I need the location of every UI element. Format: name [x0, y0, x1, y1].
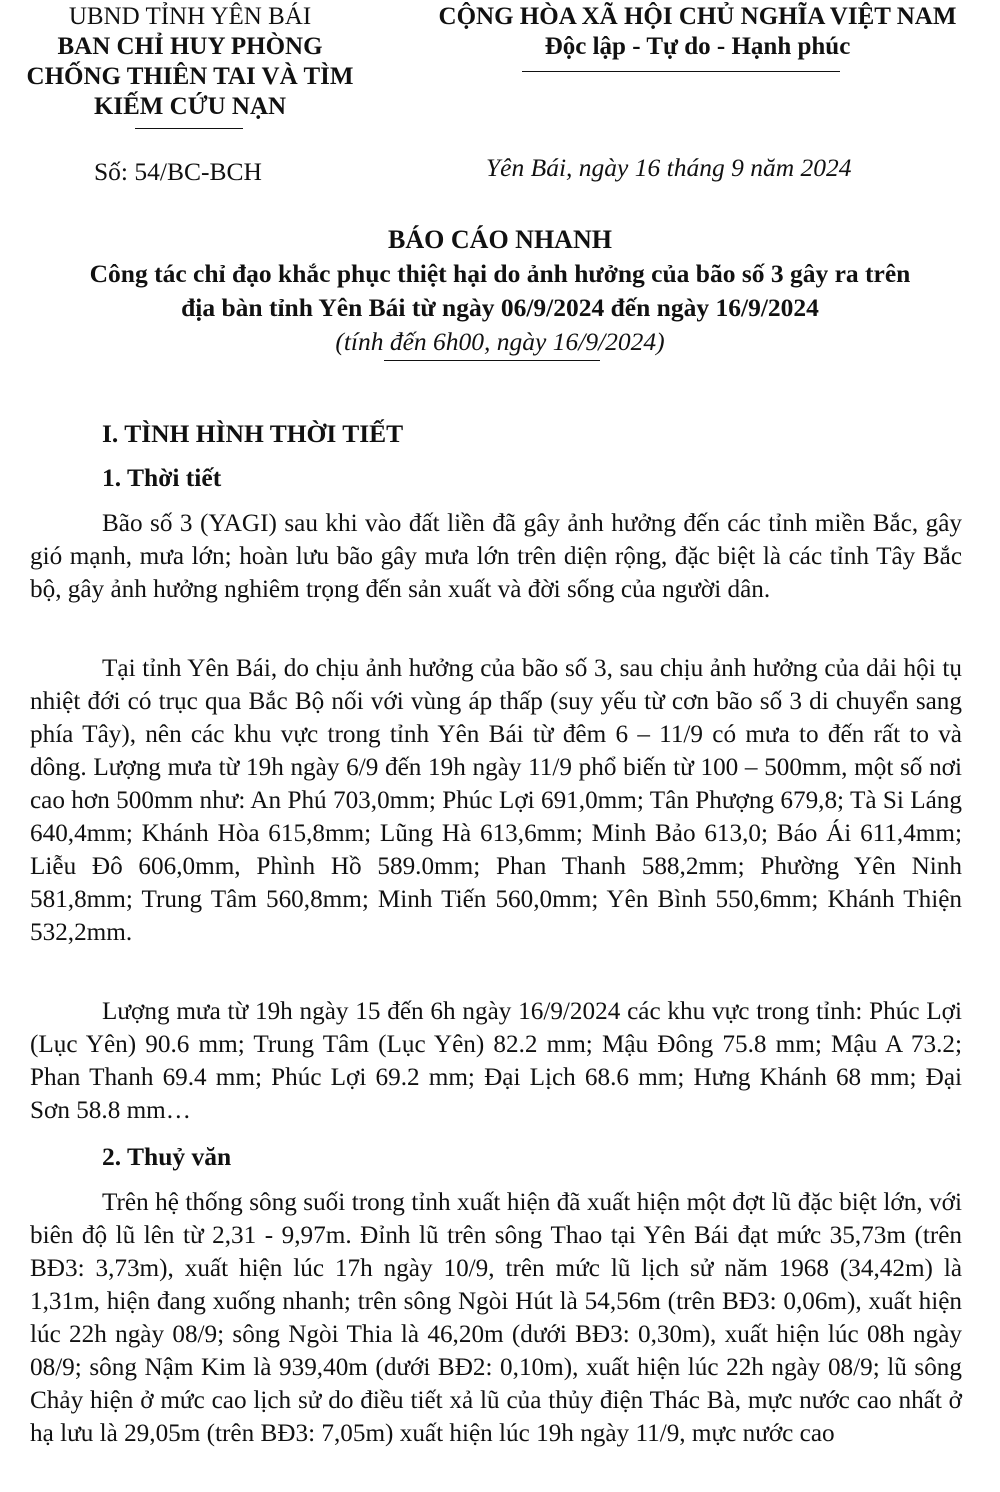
title-underline — [384, 360, 600, 361]
report-subtitle-line2: địa bàn tỉnh Yên Bái từ ngày 06/9/2024 đến ngày 16/9/2024 — [181, 293, 819, 322]
header-left-underline — [135, 128, 243, 129]
agency-name-line1: BAN CHỈ HUY PHÒNG — [57, 33, 323, 60]
nation-name: CỘNG HÒA XÃ HỘI CHỦ NGHĨA VIỆT NAM — [438, 3, 957, 30]
paragraph-rainfall-yen-bai: Tại tỉnh Yên Bái, do chịu ảnh hưởng của bão số 3, sau chịu ảnh hưởng của dải hội tụ nhiệt đới có trục qua Bắc Bộ nối với vùng áp thấp (suy yếu từ cơn bão số 3 di chuyển sang phía Tây), nên các khu vực trong tỉnh Yên Bái từ đêm 6 – 11/9 có mưa to đến rất to và dông. Lượng mưa từ 19h ngày 6/9 đến 19h ngày 11/9 phổ biến từ 100 – 500mm, một số nơi cao hơn 500mm như: An Phú 703,0mm; Phúc Lợi 691,0mm; Tân Phượng 679,8; Tà Si Láng 640,4mm; Khánh Hòa 615,8mm; Lũng Hà 613,6mm; Minh Bảo 613,0; Báo Ái 611,4mm; Liễu Đô 606,0mm, Phình Hồ 589.0mm; Phan Thanh 588,2mm; Phường Yên Ninh 581,8mm; Trung Tâm 560,8mm; Minh Tiến 560,0mm; Yên Bình 550,6mm; Khánh Thiện 532,2mm. — [30, 655, 962, 946]
document-number: Số: 54/BC-BCH — [94, 157, 262, 186]
header-left — [0, 2, 380, 122]
section-heading-weather: I. TÌNH HÌNH THỜI TIẾT — [102, 419, 404, 448]
header-right — [395, 2, 1000, 62]
title-block — [0, 223, 1000, 359]
subsection-heading-weather: 1. Thời tiết — [102, 463, 222, 492]
national-motto: Độc lập - Tự do - Hạnh phúc — [544, 33, 851, 60]
paragraph-storm-overview: Bão số 3 (YAGI) sau khi vào đất liền đã gây ảnh hưởng đến các tỉnh miền Bắc, gây gió mạnh, mưa lớn; hoàn lưu bão gây mưa lớn trên diện rộng, đặc biệt là các tỉnh Tây Bắc bộ, gây ảnh hưởng nghiêm trọng đến sản xuất và đời sống của người dân. — [30, 510, 962, 603]
province-name: UBND TỈNH YÊN BÁI — [68, 3, 312, 30]
report-title: BÁO CÁO NHANH — [388, 225, 612, 254]
agency-name-line2: CHỐNG THIÊN TAI VÀ TÌM — [26, 63, 354, 90]
subsection-heading-hydrology: 2. Thuỷ văn — [102, 1142, 232, 1171]
place-and-date: Yên Bái, ngày 16 tháng 9 năm 2024 — [486, 153, 852, 182]
motto-underline — [522, 71, 840, 72]
report-subtitle-line1: Công tác chỉ đạo khắc phục thiệt hại do ảnh hưởng của bão số 3 gây ra trên — [89, 259, 911, 288]
report-as-of: (tính đến 6h00, ngày 16/9/2024) — [335, 327, 665, 356]
paragraph-hydrology: Trên hệ thống sông suối trong tỉnh xuất hiện đã xuất hiện một đợt lũ đặc biệt lớn, với biên độ lũ lên từ 2,31 - 9,97m. Đỉnh lũ trên sông Thao tại Yên Bái đạt mức 35,73m (trên BĐ3: 3,73m), xuất hiện lúc 17h ngày 10/9, trên mức lũ lịch sử năm 1968 (34,42m) là 1,31m, hiện đang xuống nhanh; trên sông Ngòi Hút là 54,56m (trên BĐ3: 0,06m), xuất hiện lúc 22h ngày 08/9; sông Ngòi Thia là 46,20m (dưới BĐ3: 0,30m), xuất hiện lúc 08h ngày 08/9; sông Nậm Kim là 939,40m (dưới BĐ2: 0,10m), xuất hiện lúc 22h ngày 08/9; lũ sông Chảy hiện ở mức cao lịch sử do điều tiết xả lũ của thủy điện Thác Bà, mực nước cao nhất ở hạ lưu là 29,05m (trên BĐ3: 7,05m) xuất hiện lúc 19h ngày 11/9, mực nước cao — [30, 1189, 962, 1447]
agency-name-line3: KIẾM CỨU NẠN — [93, 93, 287, 120]
paragraph-rainfall-latest: Lượng mưa từ 19h ngày 15 đến 6h ngày 16/9/2024 các khu vực trong tỉnh: Phúc Lợi (Lục Yên) 90.6 mm; Trung Tâm (Lục Yên) 82.2 mm; Mậu Đông 75.8 mm; Mậu A 73.2; Phan Thanh 69.4 mm; Phúc Lợi 69.2 mm; Đại Lịch 68.6 mm; Hưng Khánh 68 mm; Đại Sơn 58.8 mm… — [30, 998, 962, 1124]
